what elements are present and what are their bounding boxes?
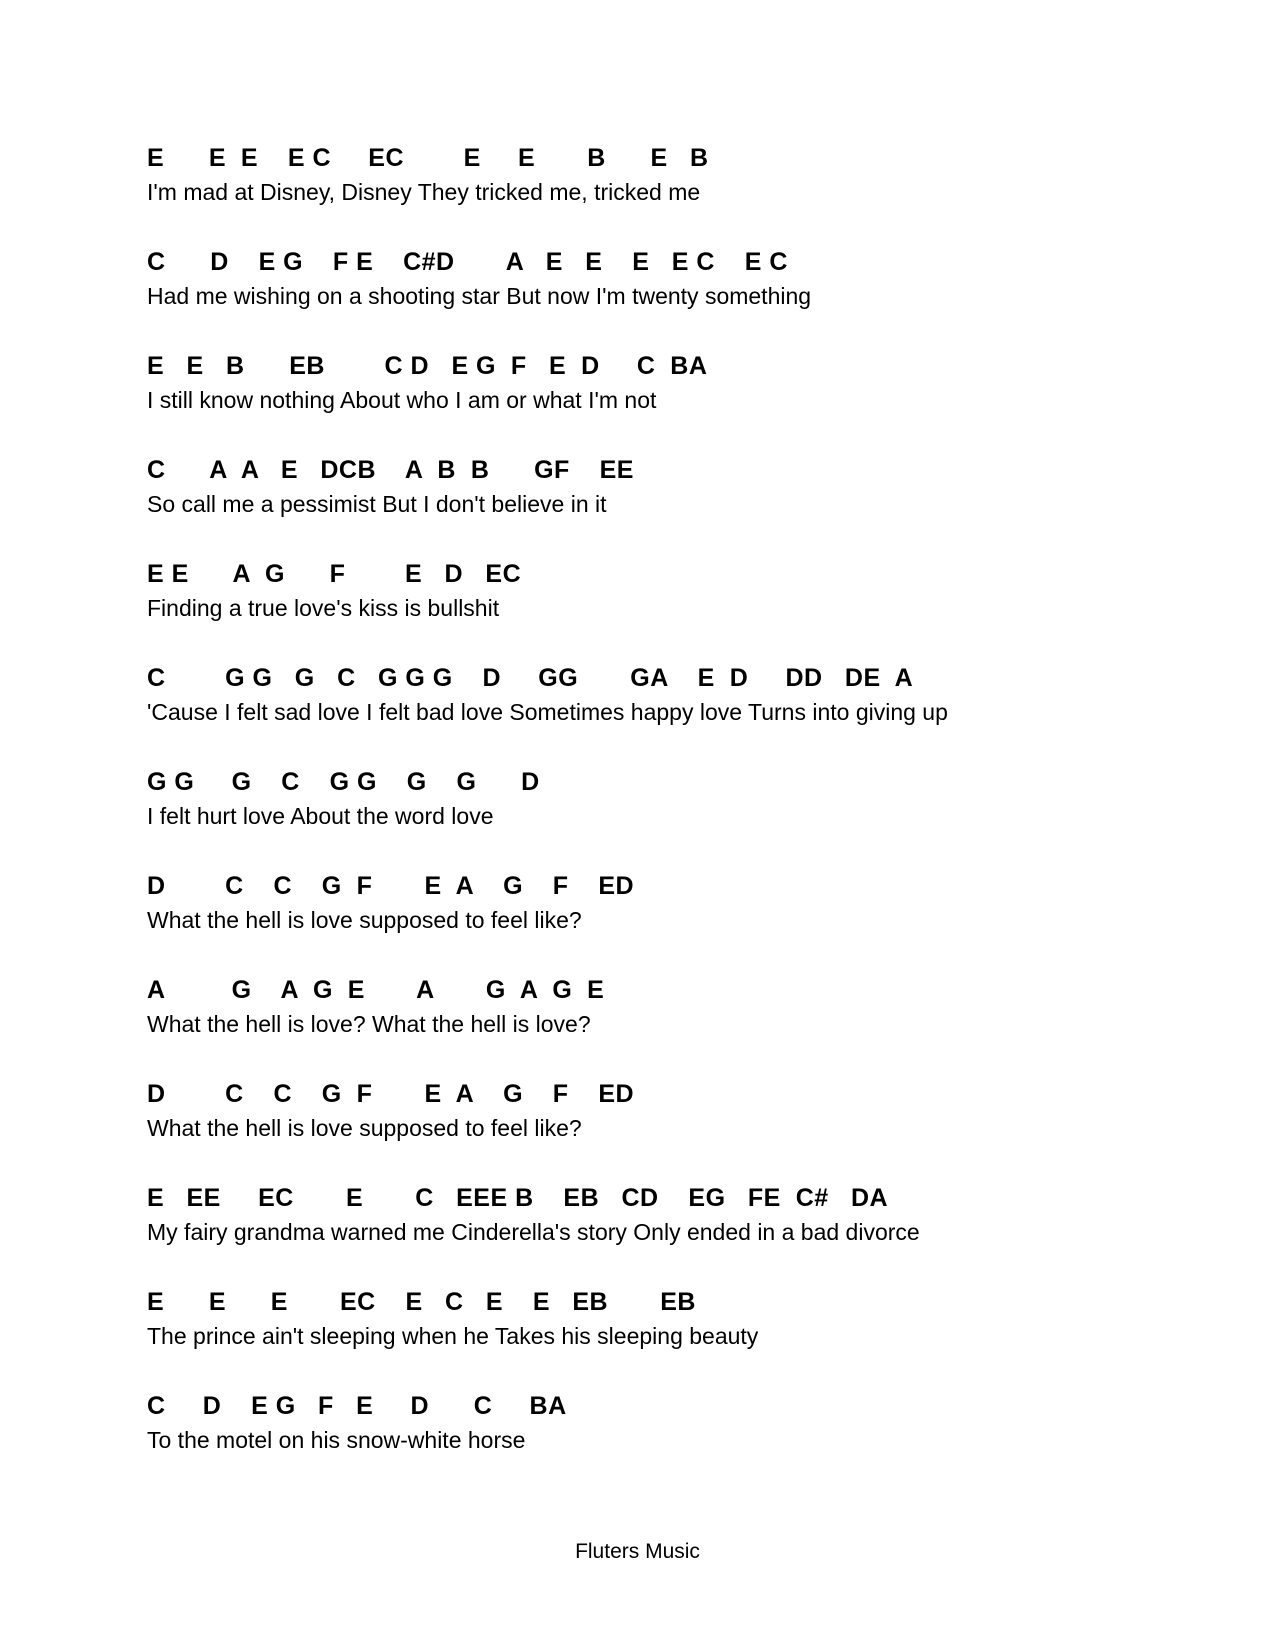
note-letters: E E A G F E D EC [147,560,522,588]
note-letters: E E E E C EC E E B E B [147,144,709,172]
lyric-line: What the hell is love supposed to feel like? [147,1115,582,1141]
note-letters: C A A E DCB A B B GF EE [147,456,634,484]
note-letters: E E B EB C D E G F E D C BA [147,352,708,380]
lyric-line: 'Cause I felt sad love I felt bad love Sometimes happy love Turns into giving up [147,699,948,725]
note-letters: G G G C G G G G D [147,768,540,796]
song-line [147,453,1195,521]
song-line [147,1077,1195,1145]
lyric-line: The prince ain't sleeping when he Takes his sleeping beauty [147,1323,759,1349]
lyric-line: I'm mad at Disney, Disney They tricked me, tricked me [147,179,701,205]
lyric-line: So call me a pessimist But I don't believe in it [147,491,607,517]
song-line [147,557,1195,625]
song-line [147,1389,1195,1457]
song-lines [147,141,1195,1493]
note-letters: C D E G F E D C BA [147,1392,567,1420]
footer-text: Fluters Music [575,1540,700,1563]
song-line [147,1181,1195,1249]
lyric-line: I felt hurt love About the word love [147,803,494,829]
note-letters: E E E EC E C E E EB EB [147,1288,696,1316]
song-line [147,973,1195,1041]
song-line [147,765,1195,833]
note-letters: D C C G F E A G F ED [147,1080,635,1108]
lyric-line: To the motel on his snow-white horse [147,1427,526,1453]
note-letters: C D E G F E C#D A E E E E C E C [147,248,788,276]
lyric-line: I still know nothing About who I am or what I'm not [147,387,657,413]
note-letters: E EE EC E C EEE B EB CD EG FE C# DA [147,1184,889,1212]
lyric-line: Finding a true love's kiss is bullshit [147,595,500,621]
lyric-line: My fairy grandma warned me Cinderella's story Only ended in a bad divorce [147,1219,920,1245]
song-line [147,245,1195,313]
note-letters: C G G G C G G G D GG GA E D DD DE A [147,664,914,692]
lyric-line: Had me wishing on a shooting star But now I'm twenty something [147,283,812,309]
song-line [147,141,1195,209]
song-line [147,661,1195,729]
song-line [147,1285,1195,1353]
note-letters: D C C G F E A G F ED [147,872,635,900]
song-line [147,869,1195,937]
note-letters: A G A G E A G A G E [147,976,605,1004]
lyric-line: What the hell is love supposed to feel like? [147,907,582,933]
lyric-line: What the hell is love? What the hell is love? [147,1011,591,1037]
song-line [147,349,1195,417]
